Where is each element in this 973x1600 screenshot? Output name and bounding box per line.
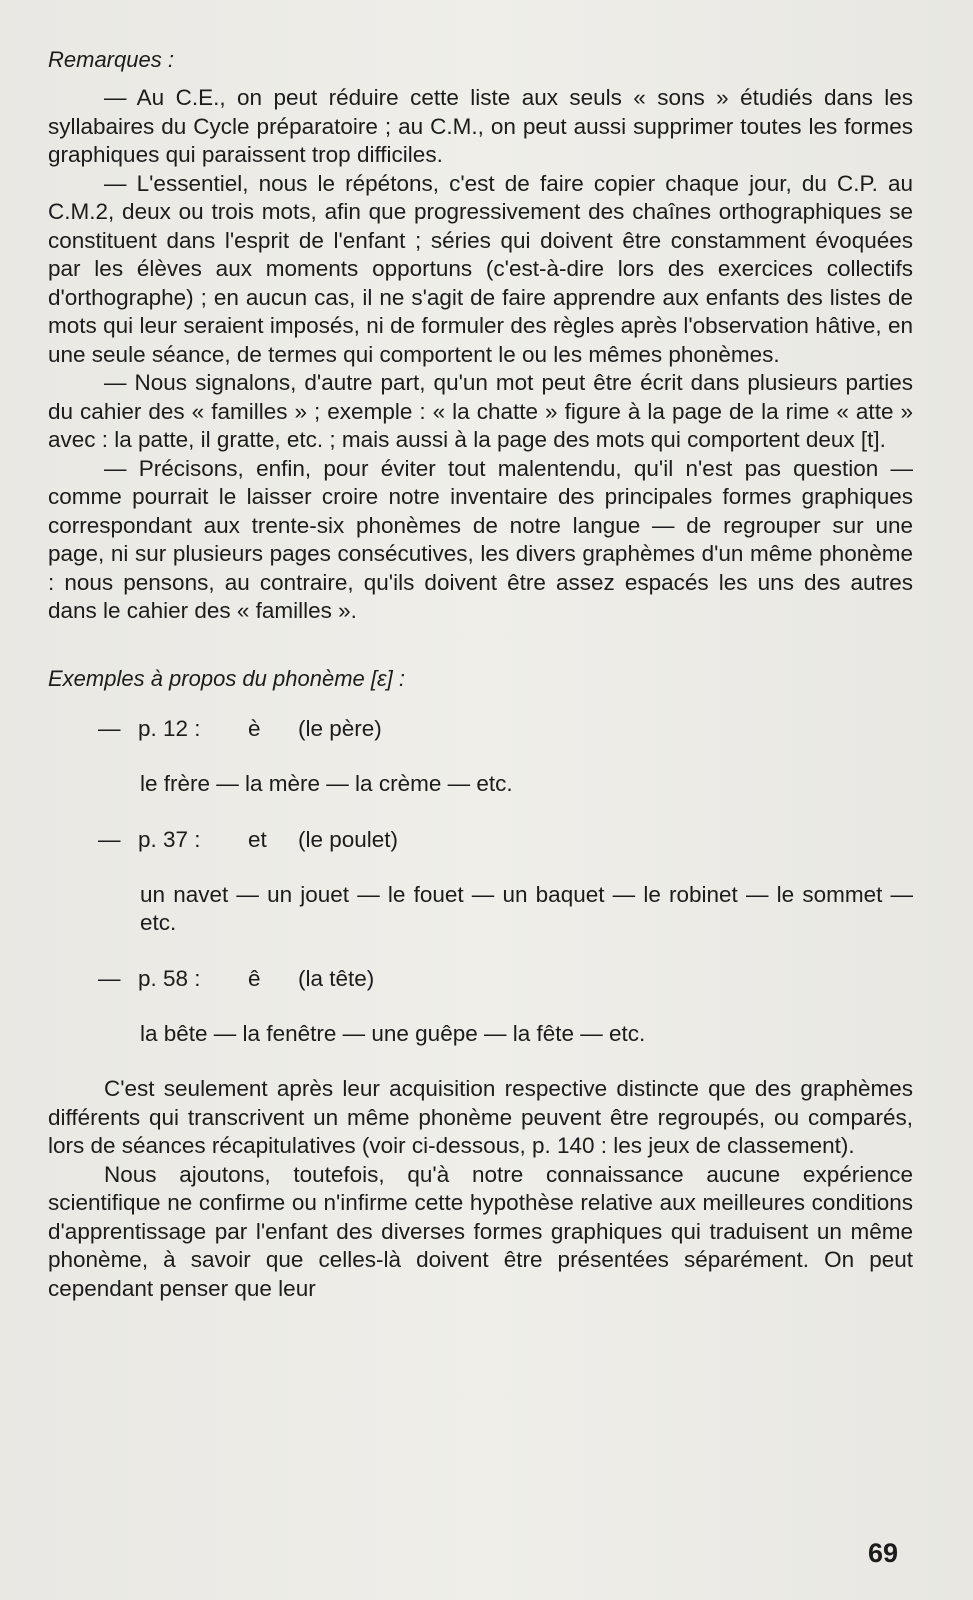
example-page-ref: p. 12 : [138,716,201,741]
remark-paragraph-1: — Au C.E., on peut réduire cette liste aux seuls « sons » étudiés dans les syllabaires du Cycle préparatoire ; au C.M., on peut aussi supprimer toutes les formes graphiques qui paraissent trop difficiles. [48,85,913,167]
page-number: 69 [867,1538,898,1568]
example-model-word: (la tête) [298,965,375,991]
remark-paragraph-3: — Nous signalons, d'autre part, qu'un mot peut être écrit dans plusieurs parties du cahier des « familles » ; exemple : « la chatte » figure à la page de la rime « atte » avec : la patte, il gratte, etc. ; mais aussi à la page des mots qui comportent deux [t]. [48,370,913,452]
remarks-heading: Remarques : [48,47,174,72]
example-model-word: (le poulet) [298,826,399,852]
conclusion-paragraph-1: C'est seulement après leur acquisition respective distincte que des graphèmes différents qui transcrivent un même phonème peuvent être regroupés, ou comparés, lors de séances récapitulatives (voir ci-dessous, p. 140 : les jeux de classement). [48,1076,913,1158]
example-dash: — [98,826,121,852]
examples-heading: Exemples à propos du phonème [ɛ] : [48,665,405,691]
conclusion-paragraph-2: Nous ajoutons, toutefois, qu'à notre connaissance aucune expérience scientifique ne confirme ou n'infirme cette hypothèse relative aux meilleures conditions d'apprentissage par l'enfant des diverses formes graphiques qui traduisent un même phonème, à savoir que celles-là doivent être présentées séparément. On peut cependant penser que leur [48,1161,913,1301]
example-grapheme: et [248,826,267,852]
example-word-list: un navet — un jouet — le fouet — un baquet — le robinet — le sommet — etc. [140,881,913,935]
example-item [48,715,913,799]
example-dash: — [98,716,121,741]
example-word-list: la bête — la fenêtre — une guêpe — la fête — etc. [140,1020,646,1046]
example-item [48,826,913,938]
example-page-ref: p. 37 : [138,826,201,852]
example-dash: — [98,965,121,991]
example-grapheme: è [248,716,261,741]
remark-paragraph-4: — Précisons, enfin, pour éviter tout malentendu, qu'il n'est pas question — comme pourrait le laisser croire notre inventaire des principales formes graphiques correspondant aux trente-six phonèmes de notre langue — de regrouper sur une page, ni sur plusieurs pages consécutives, les divers graphèmes d'un même phonème : nous pensons, au contraire, qu'ils doivent être assez espacés les uns des autres dans le cahier des « familles ». [48,455,913,623]
remark-paragraph-2: — L'essentiel, nous le répétons, c'est de faire copier chaque jour, du C.P. au C.M.2, deux ou trois mots, afin que progressivement des chaînes orthographiques se constituent dans l'esprit de l'enfant ; séries qui doivent être constamment évoquées par les élèves aux moments opportuns (c'est-à-dire lors des exercices collectifs d'orthographe) ; en aucun cas, il ne s'agit de faire apprendre aux enfants des listes de mots qui leur seraient imposés, ni de formuler des règles après l'observation hâtive, en une seule séance, de termes qui comportent le ou les mêmes phonèmes. [48,170,913,367]
example-item [48,965,913,1049]
example-word-list: le frère — la mère — la crème — etc. [140,771,513,796]
example-model-word: (le père) [298,716,382,741]
example-grapheme: ê [248,965,261,991]
example-page-ref: p. 58 : [138,965,201,991]
